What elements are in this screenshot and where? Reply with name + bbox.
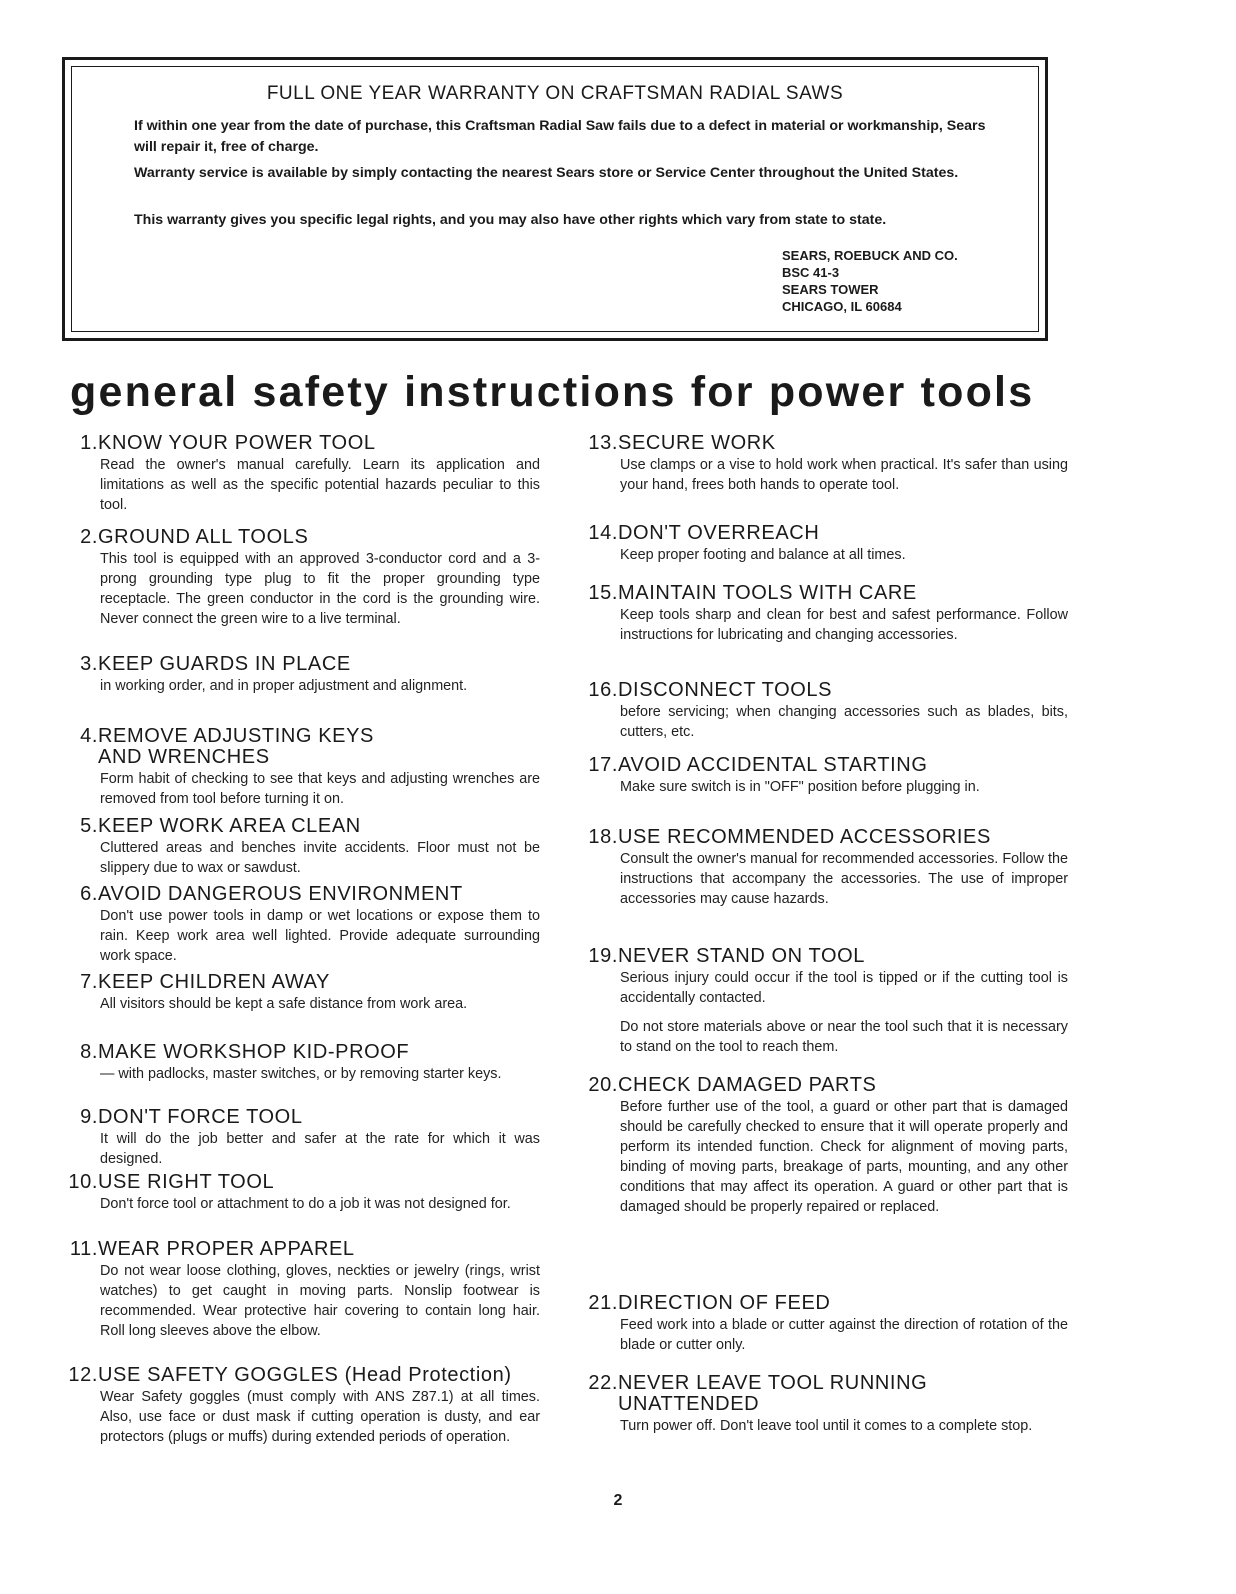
safety-item-heading xyxy=(580,755,1068,776)
safety-item-body xyxy=(620,1315,1068,1355)
safety-item-title: DIRECTION OF FEED xyxy=(618,1292,831,1314)
safety-item-body xyxy=(100,769,540,809)
safety-item-title: DON'T OVERREACH xyxy=(618,522,820,544)
safety-item xyxy=(580,1293,1068,1355)
safety-item-paragraph: All visitors should be kept a safe distance from work area. xyxy=(100,996,468,1012)
safety-item xyxy=(580,523,1068,565)
safety-item-heading xyxy=(60,884,540,905)
safety-item-body xyxy=(100,676,540,696)
safety-item-number: 9. xyxy=(80,1106,98,1128)
safety-item-number: 8. xyxy=(80,1041,98,1063)
safety-item xyxy=(60,1107,540,1169)
safety-item-number: 22. xyxy=(588,1372,618,1394)
address-line: BSC 41-3 xyxy=(782,265,840,280)
safety-item xyxy=(60,433,540,515)
safety-item xyxy=(60,527,540,629)
safety-item-body xyxy=(620,1097,1068,1217)
safety-item-body xyxy=(620,777,1068,797)
safety-item-paragraph: Feed work into a blade or cutter against the direction of rotation of the blade or cutter only. xyxy=(620,1317,1068,1353)
safety-item-title: MAINTAIN TOOLS WITH CARE xyxy=(618,582,917,604)
safety-item-title: DISCONNECT TOOLS xyxy=(618,679,833,701)
safety-item-body xyxy=(620,605,1068,645)
safety-item-paragraph: Turn power off. Don't leave tool until it comes to a complete stop. xyxy=(620,1418,1033,1434)
safety-item-heading xyxy=(580,523,1068,544)
safety-item-title: WEAR PROPER APPAREL xyxy=(98,1238,355,1260)
safety-item-heading xyxy=(60,726,540,768)
safety-item xyxy=(60,1239,540,1341)
safety-item-title: NEVER STAND ON TOOL xyxy=(618,945,866,967)
safety-item-title: AVOID ACCIDENTAL STARTING xyxy=(618,754,928,776)
safety-item-title: USE RIGHT TOOL xyxy=(98,1171,275,1193)
safety-item-body xyxy=(100,549,540,629)
safety-item-body xyxy=(100,455,540,515)
safety-item-paragraph: Before further use of the tool, a guard or other part that is damaged should be carefully checked to ensure that it will operate properly and perform its intended function. Check for alignment of moving parts, binding of moving parts, breakage of parts, mounting, and any other conditions that may affect its operation. A guard or other part that is damaged should be properly repaired or replaced. xyxy=(620,1099,1068,1215)
safety-item-number: 15. xyxy=(588,582,618,604)
safety-item-body xyxy=(620,455,1068,495)
safety-item-number: 11. xyxy=(69,1238,98,1260)
safety-item-heading xyxy=(580,433,1068,454)
warranty-address xyxy=(782,247,958,315)
safety-item-number: 19. xyxy=(588,945,618,967)
safety-item-body xyxy=(620,849,1068,909)
safety-item-heading xyxy=(60,972,540,993)
safety-item-body xyxy=(620,702,1068,742)
safety-item-paragraph: Keep tools sharp and clean for best and safest performance. Follow instructions for lubricating and changing accessories. xyxy=(620,607,1068,643)
safety-item-body xyxy=(100,1387,540,1447)
safety-item xyxy=(60,884,540,966)
safety-item-heading xyxy=(60,654,540,675)
safety-item-number: 14. xyxy=(588,522,618,544)
safety-item-body xyxy=(100,994,540,1014)
safety-item-heading xyxy=(60,1107,540,1128)
safety-item xyxy=(60,726,540,809)
safety-item-body xyxy=(100,838,540,878)
safety-item-paragraph: Use clamps or a vise to hold work when practical. It's safer than using your hand, frees both hands to operate tool. xyxy=(620,457,1068,493)
safety-item xyxy=(60,1042,540,1084)
safety-item-number: 4. xyxy=(80,725,98,747)
safety-item-paragraph: This tool is equipped with an approved 3-conductor cord and a 3-prong grounding type plug to fit the proper grounding type receptacle. The green conductor in the cord is the grounding wire. Never connect the green wire to a live terminal. xyxy=(100,551,540,627)
safety-item xyxy=(60,972,540,1014)
safety-item-heading xyxy=(580,946,1068,967)
safety-item-number: 6. xyxy=(80,883,98,905)
safety-item-paragraph: Serious injury could occur if the tool is tipped or if the cutting tool is accidentally contacted. xyxy=(620,970,1068,1006)
safety-item-heading xyxy=(580,1373,1068,1415)
safety-item-body xyxy=(620,1416,1068,1436)
safety-item-heading xyxy=(60,1172,540,1193)
safety-item-title: KEEP GUARDS IN PLACE xyxy=(98,653,351,675)
warranty-paragraph: Warranty service is available by simply contacting the nearest Sears store or Service Center throughout the United States. xyxy=(134,165,959,181)
safety-item-paragraph: Consult the owner's manual for recommended accessories. Follow the instructions that accompany the accessories. The use of improper accessories may cause hazards. xyxy=(620,851,1068,907)
safety-item-number: 16. xyxy=(588,679,618,701)
safety-item-title: REMOVE ADJUSTING KEYS AND WRENCHES xyxy=(98,725,374,768)
safety-item-title: MAKE WORKSHOP KID-PROOF xyxy=(98,1041,410,1063)
warranty-title: FULL ONE YEAR WARRANTY ON CRAFTSMAN RADIAL SAWS xyxy=(266,83,844,104)
safety-item-number: 2. xyxy=(80,526,98,548)
safety-item-paragraph: Do not store materials above or near the tool such that it is necessary to stand on the tool to reach them. xyxy=(620,1019,1068,1055)
safety-item xyxy=(580,1373,1068,1436)
safety-item-number: 21. xyxy=(588,1292,618,1314)
safety-item-heading xyxy=(580,1293,1068,1314)
safety-item-number: 17. xyxy=(588,754,618,776)
safety-item-title: USE SAFETY GOGGLES (Head Protection) xyxy=(98,1364,512,1386)
safety-item-number: 12. xyxy=(68,1364,98,1386)
safety-item-title: NEVER LEAVE TOOL RUNNING UNATTENDED xyxy=(618,1372,928,1415)
safety-item-heading xyxy=(60,816,540,837)
safety-item-body xyxy=(100,1064,540,1084)
safety-item xyxy=(580,1075,1068,1217)
safety-item-paragraph: Form habit of checking to see that keys and adjusting wrenches are removed from tool before turning it on. xyxy=(100,771,540,807)
safety-item-body xyxy=(100,1261,540,1341)
safety-item-paragraph: before servicing; when changing accessories such as blades, bits, cutters, etc. xyxy=(620,704,1068,740)
safety-item-number: 20. xyxy=(588,1074,618,1096)
safety-item-paragraph: Wear Safety goggles (must comply with ANS Z87.1) at all times. Also, use face or dust mask if cutting operation is dusty, and ear protectors (plugs or muffs) during extended periods of operation. xyxy=(100,1389,540,1445)
safety-item-number: 1. xyxy=(80,432,98,454)
safety-item-title: GROUND ALL TOOLS xyxy=(98,526,309,548)
address-line: CHICAGO, IL 60684 xyxy=(782,299,902,314)
safety-item-number: 3. xyxy=(80,653,98,675)
safety-item-paragraph: Don't use power tools in damp or wet locations or expose them to rain. Keep work area well lighted. Provide adequate surrounding work space. xyxy=(100,908,540,964)
safety-item-heading xyxy=(580,1075,1068,1096)
safety-item-paragraph: Do not wear loose clothing, gloves, neckties or jewelry (rings, wrist watches) to get caught in moving parts. Nonslip footwear is recommended. Wear protective hair covering to contain long hair. Roll long sleeves above the elbow. xyxy=(100,1263,540,1339)
safety-item xyxy=(580,946,1068,1057)
safety-item-number: 18. xyxy=(588,826,618,848)
safety-item-title: AVOID DANGEROUS ENVIRONMENT xyxy=(98,883,463,905)
warranty-box xyxy=(62,57,1048,341)
safety-item-title: SECURE WORK xyxy=(618,432,776,454)
safety-item-body xyxy=(100,1194,540,1214)
safety-item xyxy=(580,433,1068,495)
safety-item xyxy=(580,755,1068,797)
safety-item-paragraph: Make sure switch is in "OFF" position before plugging in. xyxy=(620,779,980,795)
safety-item xyxy=(60,654,540,696)
safety-item-paragraph: Don't force tool or attachment to do a job it was not designed for. xyxy=(100,1196,511,1212)
safety-item-heading xyxy=(60,1365,540,1386)
page-heading: general safety instructions for power tools xyxy=(70,368,1035,416)
safety-item xyxy=(580,680,1068,742)
safety-item-heading xyxy=(60,1042,540,1063)
safety-item-title: KNOW YOUR POWER TOOL xyxy=(98,432,376,454)
safety-item-number: 10. xyxy=(68,1171,98,1193)
safety-item-number: 13. xyxy=(588,432,618,454)
safety-item-paragraph: in working order, and in proper adjustment and alignment. xyxy=(100,678,468,694)
safety-item xyxy=(60,1172,540,1214)
safety-item-body xyxy=(620,545,1068,565)
address-line: SEARS, ROEBUCK AND CO. xyxy=(782,248,958,263)
safety-item xyxy=(60,816,540,878)
safety-item xyxy=(580,827,1068,909)
safety-item-title: DON'T FORCE TOOL xyxy=(98,1106,303,1128)
safety-item-body xyxy=(620,968,1068,1057)
safety-item xyxy=(60,1365,540,1447)
safety-item xyxy=(580,583,1068,645)
safety-item-body xyxy=(100,906,540,966)
safety-item-title: CHECK DAMAGED PARTS xyxy=(618,1074,877,1096)
safety-item-heading xyxy=(580,583,1068,604)
safety-item-title: USE RECOMMENDED ACCESSORIES xyxy=(618,826,991,848)
safety-item-paragraph: Keep proper footing and balance at all times. xyxy=(620,547,906,563)
safety-item-paragraph: Read the owner's manual carefully. Learn its application and limitations as well as the specific potential hazards peculiar to this tool. xyxy=(100,457,540,513)
safety-item-heading xyxy=(580,827,1068,848)
warranty-inner-border xyxy=(71,66,1039,332)
warranty-paragraph: If within one year from the date of purchase, this Craftsman Radial Saw fails due to a defect in material or workmanship, Sears will repair it, free of charge. xyxy=(134,118,986,155)
safety-item-heading xyxy=(60,527,540,548)
safety-item-heading xyxy=(580,680,1068,701)
safety-item-paragraph: It will do the job better and safer at the rate for which it was designed. xyxy=(100,1131,540,1167)
safety-item-title: KEEP CHILDREN AWAY xyxy=(98,971,330,993)
safety-item-heading xyxy=(60,433,540,454)
safety-item-number: 5. xyxy=(80,815,98,837)
safety-item-heading xyxy=(60,1239,540,1260)
safety-item-paragraph: Cluttered areas and benches invite accidents. Floor must not be slippery due to wax or sawdust. xyxy=(100,840,540,876)
safety-item-title: KEEP WORK AREA CLEAN xyxy=(98,815,361,837)
safety-item-paragraph: — with padlocks, master switches, or by removing starter keys. xyxy=(100,1066,502,1082)
page-number: 2 xyxy=(613,1492,623,1509)
address-line: SEARS TOWER xyxy=(782,282,879,297)
safety-item-number: 7. xyxy=(80,971,98,993)
warranty-paragraph: This warranty gives you specific legal rights, and you may also have other rights which vary from state to state. xyxy=(134,212,887,228)
safety-item-body xyxy=(100,1129,540,1169)
